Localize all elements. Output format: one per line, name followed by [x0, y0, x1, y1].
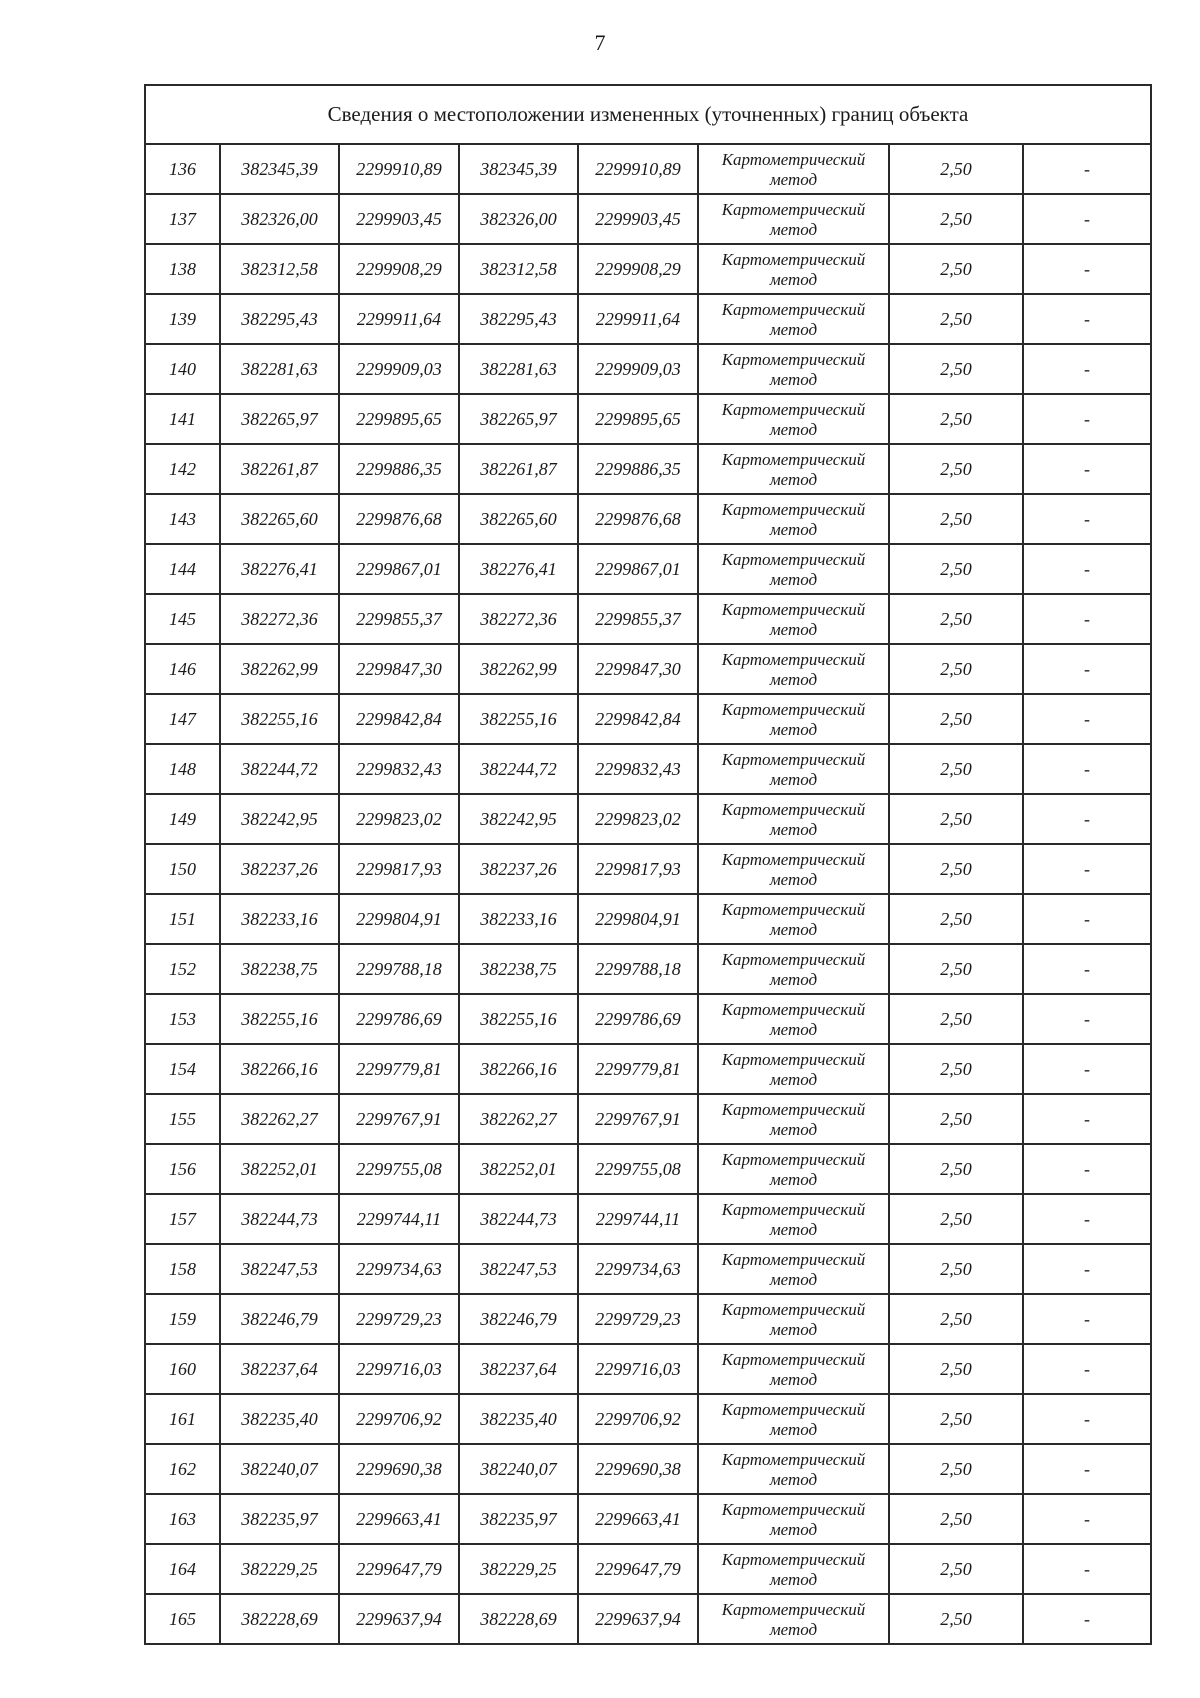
y-refined-cell: 2299755,08 [578, 1144, 698, 1194]
accuracy-cell: 2,50 [889, 194, 1023, 244]
x-refined-cell: 382276,41 [459, 544, 578, 594]
point-number-cell: 137 [145, 194, 220, 244]
table-row [145, 1444, 1151, 1494]
note-cell: - [1023, 794, 1151, 844]
method-cell: Картометрический метод [698, 494, 889, 544]
accuracy-cell: 2,50 [889, 1244, 1023, 1294]
note-cell: - [1023, 1044, 1151, 1094]
x-existing-cell: 382326,00 [220, 194, 339, 244]
table-row [145, 1294, 1151, 1344]
accuracy-cell: 2,50 [889, 1144, 1023, 1194]
method-cell: Картометрический метод [698, 894, 889, 944]
x-refined-cell: 382237,64 [459, 1344, 578, 1394]
note-cell: - [1023, 894, 1151, 944]
x-refined-cell: 382266,16 [459, 1044, 578, 1094]
x-refined-cell: 382235,40 [459, 1394, 578, 1444]
table-row [145, 1394, 1151, 1444]
note-cell: - [1023, 1144, 1151, 1194]
y-existing-cell: 2299847,30 [339, 644, 459, 694]
accuracy-cell: 2,50 [889, 1094, 1023, 1144]
y-refined-cell: 2299779,81 [578, 1044, 698, 1094]
point-number-cell: 140 [145, 344, 220, 394]
y-refined-cell: 2299886,35 [578, 444, 698, 494]
accuracy-cell: 2,50 [889, 1544, 1023, 1594]
table-title: Сведения о местоположении измененных (уточненных) границ объекта [145, 85, 1151, 144]
y-refined-cell: 2299804,91 [578, 894, 698, 944]
y-refined-cell: 2299903,45 [578, 194, 698, 244]
x-existing-cell: 382255,16 [220, 994, 339, 1044]
note-cell: - [1023, 144, 1151, 194]
point-number-cell: 143 [145, 494, 220, 544]
point-number-cell: 156 [145, 1144, 220, 1194]
x-existing-cell: 382242,95 [220, 794, 339, 844]
x-refined-cell: 382272,36 [459, 594, 578, 644]
point-number-cell: 151 [145, 894, 220, 944]
accuracy-cell: 2,50 [889, 144, 1023, 194]
y-refined-cell: 2299909,03 [578, 344, 698, 394]
y-existing-cell: 2299637,94 [339, 1594, 459, 1644]
y-existing-cell: 2299867,01 [339, 544, 459, 594]
x-existing-cell: 382240,07 [220, 1444, 339, 1494]
x-refined-cell: 382237,26 [459, 844, 578, 894]
y-refined-cell: 2299908,29 [578, 244, 698, 294]
table-row [145, 594, 1151, 644]
y-existing-cell: 2299903,45 [339, 194, 459, 244]
accuracy-cell: 2,50 [889, 744, 1023, 794]
y-existing-cell: 2299716,03 [339, 1344, 459, 1394]
x-refined-cell: 382281,63 [459, 344, 578, 394]
note-cell: - [1023, 244, 1151, 294]
x-existing-cell: 382237,64 [220, 1344, 339, 1394]
x-existing-cell: 382262,27 [220, 1094, 339, 1144]
y-refined-cell: 2299823,02 [578, 794, 698, 844]
accuracy-cell: 2,50 [889, 994, 1023, 1044]
method-cell: Картометрический метод [698, 1194, 889, 1244]
note-cell: - [1023, 1444, 1151, 1494]
y-refined-cell: 2299786,69 [578, 994, 698, 1044]
y-existing-cell: 2299767,91 [339, 1094, 459, 1144]
y-refined-cell: 2299842,84 [578, 694, 698, 744]
table-row [145, 1244, 1151, 1294]
table-row [145, 494, 1151, 544]
y-existing-cell: 2299842,84 [339, 694, 459, 744]
y-existing-cell: 2299690,38 [339, 1444, 459, 1494]
y-existing-cell: 2299729,23 [339, 1294, 459, 1344]
accuracy-cell: 2,50 [889, 1294, 1023, 1344]
note-cell: - [1023, 1394, 1151, 1444]
accuracy-cell: 2,50 [889, 1044, 1023, 1094]
table-row [145, 1194, 1151, 1244]
table-body [145, 144, 1151, 1644]
y-refined-cell: 2299911,64 [578, 294, 698, 344]
table-row [145, 1494, 1151, 1544]
x-refined-cell: 382326,00 [459, 194, 578, 244]
y-existing-cell: 2299804,91 [339, 894, 459, 944]
x-existing-cell: 382237,26 [220, 844, 339, 894]
table-row [145, 344, 1151, 394]
table-row [145, 994, 1151, 1044]
table-row [145, 244, 1151, 294]
x-refined-cell: 382255,16 [459, 694, 578, 744]
point-number-cell: 139 [145, 294, 220, 344]
table-row [145, 1144, 1151, 1194]
point-number-cell: 141 [145, 394, 220, 444]
y-existing-cell: 2299911,64 [339, 294, 459, 344]
y-existing-cell: 2299734,63 [339, 1244, 459, 1294]
x-refined-cell: 382265,97 [459, 394, 578, 444]
method-cell: Картометрический метод [698, 744, 889, 794]
x-existing-cell: 382233,16 [220, 894, 339, 944]
method-cell: Картометрический метод [698, 244, 889, 294]
accuracy-cell: 2,50 [889, 544, 1023, 594]
accuracy-cell: 2,50 [889, 1394, 1023, 1444]
x-existing-cell: 382244,73 [220, 1194, 339, 1244]
y-refined-cell: 2299788,18 [578, 944, 698, 994]
method-cell: Картометрический метод [698, 1244, 889, 1294]
accuracy-cell: 2,50 [889, 294, 1023, 344]
accuracy-cell: 2,50 [889, 694, 1023, 744]
table-row [145, 1094, 1151, 1144]
table-row [145, 144, 1151, 194]
y-existing-cell: 2299786,69 [339, 994, 459, 1044]
method-cell: Картометрический метод [698, 1494, 889, 1544]
x-refined-cell: 382262,99 [459, 644, 578, 694]
point-number-cell: 159 [145, 1294, 220, 1344]
x-existing-cell: 382235,40 [220, 1394, 339, 1444]
x-existing-cell: 382229,25 [220, 1544, 339, 1594]
y-refined-cell: 2299734,63 [578, 1244, 698, 1294]
table-row [145, 794, 1151, 844]
method-cell: Картометрический метод [698, 844, 889, 894]
table-row [145, 1044, 1151, 1094]
y-refined-cell: 2299910,89 [578, 144, 698, 194]
y-refined-cell: 2299706,92 [578, 1394, 698, 1444]
y-refined-cell: 2299663,41 [578, 1494, 698, 1544]
method-cell: Картометрический метод [698, 1044, 889, 1094]
point-number-cell: 150 [145, 844, 220, 894]
x-refined-cell: 382265,60 [459, 494, 578, 544]
note-cell: - [1023, 444, 1151, 494]
y-refined-cell: 2299832,43 [578, 744, 698, 794]
note-cell: - [1023, 744, 1151, 794]
y-refined-cell: 2299895,65 [578, 394, 698, 444]
accuracy-cell: 2,50 [889, 244, 1023, 294]
x-existing-cell: 382247,53 [220, 1244, 339, 1294]
x-existing-cell: 382238,75 [220, 944, 339, 994]
point-number-cell: 160 [145, 1344, 220, 1394]
method-cell: Картометрический метод [698, 194, 889, 244]
note-cell: - [1023, 294, 1151, 344]
accuracy-cell: 2,50 [889, 394, 1023, 444]
method-cell: Картометрический метод [698, 1544, 889, 1594]
x-refined-cell: 382255,16 [459, 994, 578, 1044]
y-existing-cell: 2299647,79 [339, 1544, 459, 1594]
method-cell: Картометрический метод [698, 644, 889, 694]
method-cell: Картометрический метод [698, 1444, 889, 1494]
note-cell: - [1023, 844, 1151, 894]
table-row [145, 294, 1151, 344]
accuracy-cell: 2,50 [889, 1594, 1023, 1644]
x-refined-cell: 382295,43 [459, 294, 578, 344]
accuracy-cell: 2,50 [889, 644, 1023, 694]
note-cell: - [1023, 394, 1151, 444]
point-number-cell: 149 [145, 794, 220, 844]
point-number-cell: 158 [145, 1244, 220, 1294]
y-refined-cell: 2299767,91 [578, 1094, 698, 1144]
note-cell: - [1023, 994, 1151, 1044]
table-title-row [145, 85, 1151, 144]
note-cell: - [1023, 1244, 1151, 1294]
table-row [145, 394, 1151, 444]
table-row [145, 944, 1151, 994]
x-refined-cell: 382252,01 [459, 1144, 578, 1194]
accuracy-cell: 2,50 [889, 894, 1023, 944]
table-row [145, 694, 1151, 744]
note-cell: - [1023, 494, 1151, 544]
table-row [145, 744, 1151, 794]
method-cell: Картометрический метод [698, 344, 889, 394]
y-existing-cell: 2299823,02 [339, 794, 459, 844]
note-cell: - [1023, 1544, 1151, 1594]
page-number: 7 [594, 30, 606, 55]
point-number-cell: 146 [145, 644, 220, 694]
x-refined-cell: 382262,27 [459, 1094, 578, 1144]
x-existing-cell: 382295,43 [220, 294, 339, 344]
y-existing-cell: 2299744,11 [339, 1194, 459, 1244]
x-refined-cell: 382242,95 [459, 794, 578, 844]
method-cell: Картометрический метод [698, 944, 889, 994]
x-refined-cell: 382229,25 [459, 1544, 578, 1594]
x-refined-cell: 382233,16 [459, 894, 578, 944]
note-cell: - [1023, 1094, 1151, 1144]
y-refined-cell: 2299817,93 [578, 844, 698, 894]
table-row [145, 844, 1151, 894]
y-refined-cell: 2299729,23 [578, 1294, 698, 1344]
accuracy-cell: 2,50 [889, 1194, 1023, 1244]
y-existing-cell: 2299755,08 [339, 1144, 459, 1194]
note-cell: - [1023, 194, 1151, 244]
x-refined-cell: 382345,39 [459, 144, 578, 194]
note-cell: - [1023, 544, 1151, 594]
note-cell: - [1023, 1494, 1151, 1544]
y-existing-cell: 2299832,43 [339, 744, 459, 794]
accuracy-cell: 2,50 [889, 344, 1023, 394]
x-refined-cell: 382240,07 [459, 1444, 578, 1494]
note-cell: - [1023, 1194, 1151, 1244]
method-cell: Картометрический метод [698, 1094, 889, 1144]
method-cell: Картометрический метод [698, 394, 889, 444]
y-existing-cell: 2299908,29 [339, 244, 459, 294]
x-refined-cell: 382235,97 [459, 1494, 578, 1544]
point-number-cell: 162 [145, 1444, 220, 1494]
x-refined-cell: 382247,53 [459, 1244, 578, 1294]
point-number-cell: 136 [145, 144, 220, 194]
y-refined-cell: 2299690,38 [578, 1444, 698, 1494]
accuracy-cell: 2,50 [889, 594, 1023, 644]
note-cell: - [1023, 1294, 1151, 1344]
boundary-coordinates-table [144, 84, 1152, 1645]
x-existing-cell: 382281,63 [220, 344, 339, 394]
note-cell: - [1023, 644, 1151, 694]
y-refined-cell: 2299855,37 [578, 594, 698, 644]
method-cell: Картометрический метод [698, 1394, 889, 1444]
method-cell: Картометрический метод [698, 1594, 889, 1644]
accuracy-cell: 2,50 [889, 1494, 1023, 1544]
y-existing-cell: 2299855,37 [339, 594, 459, 644]
point-number-cell: 138 [145, 244, 220, 294]
x-refined-cell: 382312,58 [459, 244, 578, 294]
y-refined-cell: 2299716,03 [578, 1344, 698, 1394]
point-number-cell: 165 [145, 1594, 220, 1644]
x-existing-cell: 382276,41 [220, 544, 339, 594]
x-existing-cell: 382265,60 [220, 494, 339, 544]
note-cell: - [1023, 944, 1151, 994]
point-number-cell: 147 [145, 694, 220, 744]
method-cell: Картометрический метод [698, 1344, 889, 1394]
y-existing-cell: 2299817,93 [339, 844, 459, 894]
note-cell: - [1023, 344, 1151, 394]
x-refined-cell: 382261,87 [459, 444, 578, 494]
method-cell: Картометрический метод [698, 544, 889, 594]
accuracy-cell: 2,50 [889, 1344, 1023, 1394]
method-cell: Картометрический метод [698, 294, 889, 344]
y-refined-cell: 2299744,11 [578, 1194, 698, 1244]
point-number-cell: 144 [145, 544, 220, 594]
point-number-cell: 153 [145, 994, 220, 1044]
method-cell: Картометрический метод [698, 694, 889, 744]
x-refined-cell: 382244,73 [459, 1194, 578, 1244]
x-existing-cell: 382262,99 [220, 644, 339, 694]
accuracy-cell: 2,50 [889, 844, 1023, 894]
point-number-cell: 163 [145, 1494, 220, 1544]
x-existing-cell: 382345,39 [220, 144, 339, 194]
y-existing-cell: 2299895,65 [339, 394, 459, 444]
note-cell: - [1023, 1344, 1151, 1394]
y-existing-cell: 2299909,03 [339, 344, 459, 394]
x-existing-cell: 382235,97 [220, 1494, 339, 1544]
x-refined-cell: 382238,75 [459, 944, 578, 994]
y-existing-cell: 2299788,18 [339, 944, 459, 994]
table-row [145, 1544, 1151, 1594]
x-existing-cell: 382265,97 [220, 394, 339, 444]
point-number-cell: 155 [145, 1094, 220, 1144]
point-number-cell: 145 [145, 594, 220, 644]
y-refined-cell: 2299847,30 [578, 644, 698, 694]
table-row [145, 1344, 1151, 1394]
table-row [145, 644, 1151, 694]
x-existing-cell: 382312,58 [220, 244, 339, 294]
note-cell: - [1023, 594, 1151, 644]
accuracy-cell: 2,50 [889, 494, 1023, 544]
method-cell: Картометрический метод [698, 144, 889, 194]
x-refined-cell: 382228,69 [459, 1594, 578, 1644]
x-existing-cell: 382246,79 [220, 1294, 339, 1344]
point-number-cell: 157 [145, 1194, 220, 1244]
y-refined-cell: 2299637,94 [578, 1594, 698, 1644]
y-existing-cell: 2299779,81 [339, 1044, 459, 1094]
table-row [145, 1594, 1151, 1644]
method-cell: Картометрический метод [698, 1144, 889, 1194]
y-refined-cell: 2299647,79 [578, 1544, 698, 1594]
method-cell: Картометрический метод [698, 594, 889, 644]
y-existing-cell: 2299910,89 [339, 144, 459, 194]
x-existing-cell: 382272,36 [220, 594, 339, 644]
method-cell: Картометрический метод [698, 1294, 889, 1344]
method-cell: Картометрический метод [698, 794, 889, 844]
accuracy-cell: 2,50 [889, 794, 1023, 844]
y-refined-cell: 2299876,68 [578, 494, 698, 544]
point-number-cell: 142 [145, 444, 220, 494]
x-refined-cell: 382246,79 [459, 1294, 578, 1344]
point-number-cell: 148 [145, 744, 220, 794]
y-existing-cell: 2299663,41 [339, 1494, 459, 1544]
accuracy-cell: 2,50 [889, 1444, 1023, 1494]
point-number-cell: 161 [145, 1394, 220, 1444]
x-existing-cell: 382244,72 [220, 744, 339, 794]
y-existing-cell: 2299706,92 [339, 1394, 459, 1444]
x-existing-cell: 382261,87 [220, 444, 339, 494]
method-cell: Картометрический метод [698, 994, 889, 1044]
accuracy-cell: 2,50 [889, 444, 1023, 494]
note-cell: - [1023, 1594, 1151, 1644]
accuracy-cell: 2,50 [889, 944, 1023, 994]
table-row [145, 544, 1151, 594]
method-cell: Картометрический метод [698, 444, 889, 494]
table-row [145, 444, 1151, 494]
point-number-cell: 154 [145, 1044, 220, 1094]
x-existing-cell: 382252,01 [220, 1144, 339, 1194]
table-row [145, 894, 1151, 944]
x-existing-cell: 382228,69 [220, 1594, 339, 1644]
y-refined-cell: 2299867,01 [578, 544, 698, 594]
y-existing-cell: 2299876,68 [339, 494, 459, 544]
x-refined-cell: 382244,72 [459, 744, 578, 794]
y-existing-cell: 2299886,35 [339, 444, 459, 494]
x-existing-cell: 382255,16 [220, 694, 339, 744]
point-number-cell: 164 [145, 1544, 220, 1594]
table-row [145, 194, 1151, 244]
x-existing-cell: 382266,16 [220, 1044, 339, 1094]
point-number-cell: 152 [145, 944, 220, 994]
note-cell: - [1023, 694, 1151, 744]
